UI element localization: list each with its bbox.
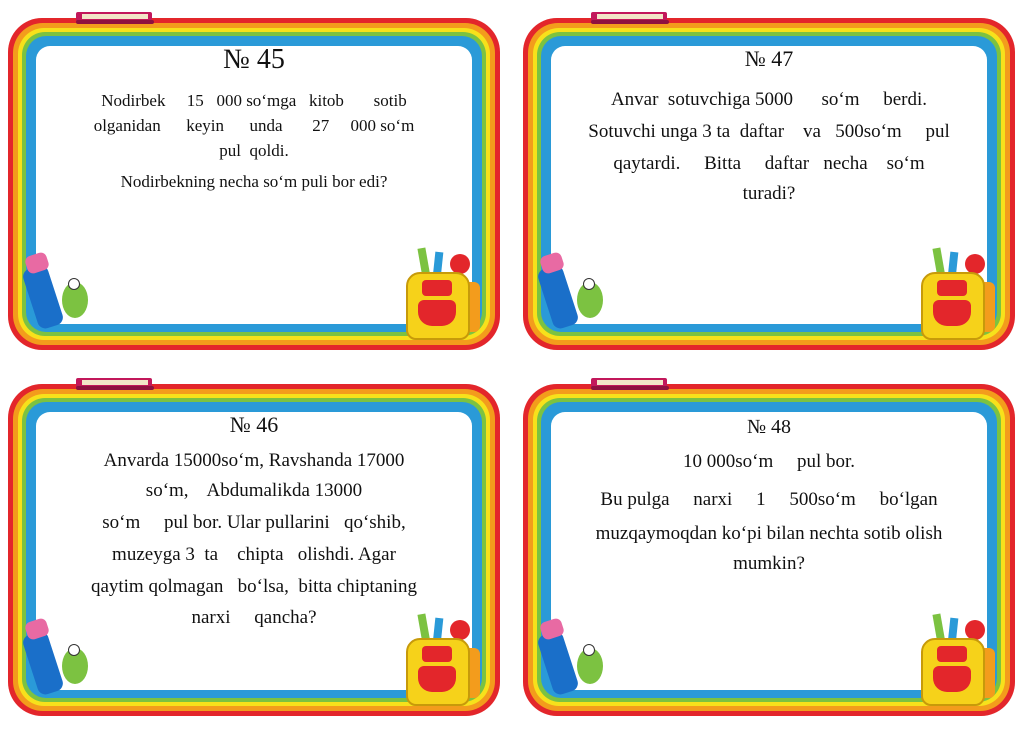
- task-card-48: [523, 384, 1015, 716]
- task-text-line: muzeyga 3 ta chipta olishdi. Agar: [112, 544, 396, 565]
- task-text-line: mumkin?: [733, 553, 805, 574]
- backpack-icon: [400, 248, 486, 340]
- task-number: № 48: [746, 416, 792, 438]
- book-icon: [591, 10, 669, 25]
- task-number: № 46: [229, 412, 279, 437]
- task-text-line: narxi qancha?: [191, 607, 317, 628]
- task-text-line: qaytardi. Bitta daftar necha so‘m: [613, 153, 925, 174]
- task-text-line: so‘m, Abdumalikda 13000: [145, 480, 363, 501]
- task-text-line: muzqaymoqdan ko‘pi bilan nechta sotib olish: [595, 523, 943, 544]
- task-text-line: Bu pulga narxi 1 500so‘m bo‘lgan: [600, 489, 938, 510]
- task-card-47: [523, 18, 1015, 350]
- task-text-line: Anvarda 15000so‘m, Ravshanda 17000: [103, 450, 405, 471]
- task-text-line: qaytim qolmagan bo‘lsa, bitta chiptaning: [90, 576, 418, 597]
- backpack-icon: [915, 248, 1001, 340]
- backpack-icon: [915, 614, 1001, 706]
- book-icon: [591, 376, 669, 391]
- task-text-line: Nodirbek 15 000 so‘mga kitob sotib: [101, 91, 407, 110]
- task-question: Nodirbekning necha so‘m puli bor edi?: [120, 172, 388, 191]
- book-icon: [76, 376, 154, 391]
- task-card-45: [8, 18, 500, 350]
- task-text-line: olganidan keyin unda 27 000 so‘m: [93, 116, 415, 135]
- book-icon: [76, 10, 154, 25]
- task-text-line: pul qoldi.: [219, 141, 289, 160]
- task-number: № 47: [744, 46, 794, 71]
- task-number: № 45: [223, 44, 285, 75]
- task-text-line: so‘m pul bor. Ular pullarini qo‘shib,: [102, 512, 406, 533]
- pen-icon: [18, 252, 98, 340]
- task-text-line: turadi?: [742, 183, 796, 204]
- pen-icon: [533, 618, 613, 706]
- task-text-line: 10 000so‘m pul bor.: [682, 451, 856, 472]
- pen-icon: [533, 252, 613, 340]
- task-text-line: Sotuvchi unga 3 ta daftar va 500so‘m pul: [588, 121, 950, 142]
- task-card-46: [8, 384, 500, 716]
- task-text-line: Anvar sotuvchiga 5000 so‘m berdi.: [610, 89, 928, 110]
